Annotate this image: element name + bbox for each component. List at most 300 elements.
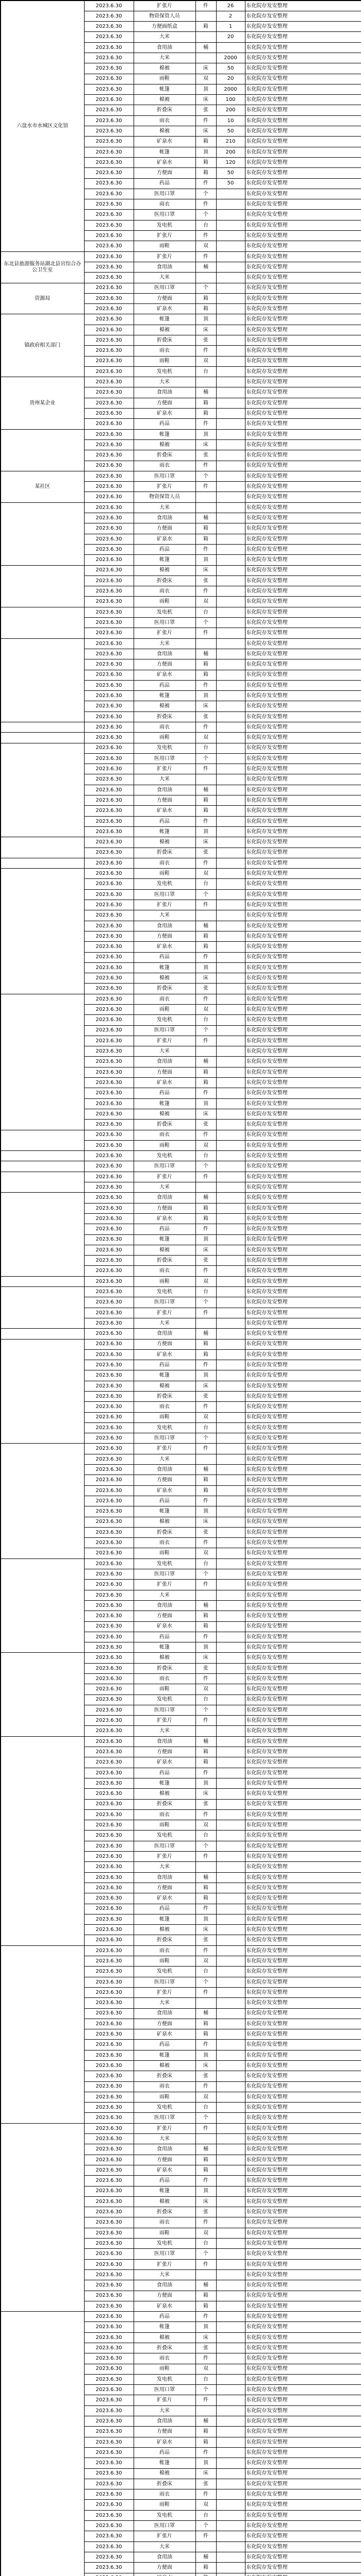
date-cell: 2023.6.30 <box>84 2301 134 2311</box>
unit-cell: 件 <box>195 2040 216 2050</box>
use-cell: 东化院存发安整理 <box>245 251 361 262</box>
qty-cell <box>216 628 245 638</box>
unit-cell: 箱 <box>195 1893 216 1904</box>
date-cell: 2023.6.30 <box>84 32 134 42</box>
date-cell: 2023.6.30 <box>84 743 134 753</box>
qty-cell <box>216 1308 245 1318</box>
date-cell: 2023.6.30 <box>84 670 134 680</box>
use-cell: 东化院存发安整理 <box>245 1653 361 1663</box>
unit-cell: 件 <box>195 628 216 638</box>
date-cell: 2023.6.30 <box>84 2353 134 2364</box>
table-row <box>1 1339 361 1349</box>
unit-cell: 台 <box>195 1694 216 1705</box>
qty-cell <box>216 1109 245 1119</box>
use-cell: 东化院存发安整理 <box>245 22 361 32</box>
qty-cell <box>216 1475 245 1485</box>
qty-cell <box>216 2447 245 2458</box>
qty-cell <box>216 1203 245 1213</box>
unit-cell: 箱 <box>195 304 216 314</box>
qty-cell <box>216 962 245 973</box>
unit-cell: 个 <box>195 2249 216 2259</box>
item-cell: 棉被 <box>134 126 195 137</box>
unit-cell: 个 <box>195 1977 216 1987</box>
unit-cell: 件 <box>195 1 216 11</box>
table-row <box>1 283 361 293</box>
date-cell: 2023.6.30 <box>84 273 134 283</box>
date-cell: 2023.6.30 <box>84 2291 134 2301</box>
date-cell: 2023.6.30 <box>84 387 134 398</box>
qty-cell <box>216 482 245 492</box>
item-cell: 折叠床 <box>134 1799 195 1809</box>
item-cell: 矿泉水 <box>134 2029 195 2040</box>
qty-cell: 2 <box>216 11 245 21</box>
qty-cell <box>216 1057 245 1067</box>
qty-cell <box>216 273 245 283</box>
donor-unit-cell <box>1 869 84 994</box>
unit-cell: 件 <box>195 2312 216 2322</box>
unit-cell: 顶 <box>195 691 216 701</box>
item-cell: 方便面 <box>134 659 195 670</box>
donor-unit-cell: 镇政府相关部门 <box>1 314 84 377</box>
unit-cell <box>195 2405 216 2416</box>
date-cell: 2023.6.30 <box>84 1914 134 1924</box>
item-cell: 食用油 <box>134 1872 195 1883</box>
use-cell: 东化院存发安整理 <box>245 178 361 189</box>
use-cell: 东化院存发安整理 <box>245 1036 361 1046</box>
qty-cell <box>216 314 245 325</box>
unit-cell: 床 <box>195 95 216 105</box>
item-cell: 发电机 <box>134 743 195 753</box>
date-cell: 2023.6.30 <box>84 2008 134 2019</box>
unit-cell: 件 <box>195 199 216 210</box>
item-cell: 医用口罩 <box>134 753 195 764</box>
use-cell: 东化院存发安整理 <box>245 262 361 272</box>
unit-cell: 张 <box>195 335 216 346</box>
unit-cell: 桶 <box>195 2552 216 2562</box>
qty-cell <box>216 1015 245 1025</box>
use-cell: 东化院存发安整理 <box>245 2405 361 2416</box>
unit-cell: 个 <box>195 2521 216 2531</box>
unit-cell: 顶 <box>195 1778 216 1788</box>
date-cell: 2023.6.30 <box>84 2541 134 2552</box>
item-cell: 棉被 <box>134 1381 195 1391</box>
table-row <box>1 2123 361 2133</box>
qty-cell <box>216 2050 245 2060</box>
date-cell: 2023.6.30 <box>84 1726 134 1736</box>
qty-cell <box>216 1757 245 1768</box>
qty-cell <box>216 1600 245 1611</box>
item-cell: 扩张片 <box>134 1987 195 1997</box>
unit-cell: 双 <box>195 597 216 607</box>
date-cell: 2023.6.30 <box>84 2437 134 2447</box>
item-cell: 折叠床 <box>134 2071 195 2081</box>
use-cell: 东化院存发安整理 <box>245 168 361 178</box>
qty-cell <box>216 2405 245 2416</box>
date-cell: 2023.6.30 <box>84 2489 134 2500</box>
donor-unit-cell <box>1 1736 84 1945</box>
date-cell: 2023.6.30 <box>84 1642 134 1653</box>
unit-cell: 个 <box>195 889 216 900</box>
unit-cell <box>195 1318 216 1328</box>
table-row <box>1 733 361 743</box>
qty-cell <box>216 1412 245 1422</box>
qty-cell <box>216 2531 245 2541</box>
date-cell: 2023.6.30 <box>84 2447 134 2458</box>
item-cell: 折叠床 <box>134 1120 195 1130</box>
date-cell: 2023.6.30 <box>84 1276 134 1286</box>
use-cell: 东化院存发安整理 <box>245 189 361 199</box>
item-cell: 扩张片 <box>134 900 195 910</box>
use-cell: 东化院存发安整理 <box>245 231 361 241</box>
use-cell: 东化院存发安整理 <box>245 691 361 701</box>
qty-cell <box>216 2186 245 2196</box>
unit-cell: 桶 <box>195 1057 216 1067</box>
use-cell: 东化院存发安整理 <box>245 1757 361 1768</box>
item-cell: 帐篷 <box>134 2186 195 2196</box>
unit-cell: 个 <box>195 2113 216 2123</box>
unit-cell: 张 <box>195 2207 216 2217</box>
qty-cell <box>216 2343 245 2353</box>
use-cell: 东化院存发安整理 <box>245 837 361 848</box>
qty-cell <box>216 502 245 513</box>
unit-cell: 顶 <box>195 2322 216 2332</box>
item-cell: 医用口罩 <box>134 889 195 900</box>
item-cell: 药品 <box>134 952 195 962</box>
qty-cell <box>216 492 245 502</box>
item-cell: 发电机 <box>134 2239 195 2249</box>
qty-cell <box>216 2144 245 2155</box>
use-cell: 东化院存发安整理 <box>245 2479 361 2489</box>
use-cell: 东化院存发安整理 <box>245 931 361 941</box>
item-cell: 帐篷 <box>134 1370 195 1381</box>
unit-cell: 箱 <box>195 534 216 544</box>
item-cell: 扩张片 <box>134 764 195 774</box>
use-cell: 东化院存发安整理 <box>245 220 361 230</box>
qty-cell <box>216 2395 245 2405</box>
item-cell: 药品 <box>134 2176 195 2186</box>
unit-cell: 双 <box>195 1548 216 1558</box>
qty-cell <box>216 1778 245 1788</box>
qty-cell <box>216 1956 245 1967</box>
unit-cell <box>195 1590 216 1600</box>
table-row <box>1 858 361 868</box>
item-cell: 药品 <box>134 816 195 826</box>
item-cell: 大米 <box>134 1318 195 1328</box>
unit-cell <box>195 1862 216 1872</box>
use-cell: 东化院存发安整理 <box>245 461 361 471</box>
date-cell: 2023.6.30 <box>84 189 134 199</box>
use-cell: 东化院存发安整理 <box>245 1308 361 1318</box>
unit-cell: 件 <box>195 482 216 492</box>
unit-cell: 件 <box>195 2447 216 2458</box>
date-cell: 2023.6.30 <box>84 492 134 502</box>
qty-cell <box>216 764 245 774</box>
date-cell: 2023.6.30 <box>84 2165 134 2175</box>
date-cell: 2023.6.30 <box>84 1967 134 1977</box>
unit-cell: 个 <box>195 210 216 220</box>
use-cell: 东化院存发安整理 <box>245 2385 361 2395</box>
qty-cell: 50 <box>216 63 245 74</box>
item-cell: 方便面 <box>134 795 195 806</box>
item-cell: 药品 <box>134 1632 195 1642</box>
item-cell: 扩张片 <box>134 1172 195 1182</box>
use-cell: 东化院存发安整理 <box>245 826 361 837</box>
qty-cell <box>216 1287 245 1297</box>
date-cell: 2023.6.30 <box>84 910 134 921</box>
date-cell: 2023.6.30 <box>84 1475 134 1485</box>
item-cell: 折叠床 <box>134 575 195 586</box>
unit-cell: 箱 <box>195 2029 216 2040</box>
use-cell: 东化院存发安整理 <box>245 1078 361 1088</box>
qty-cell <box>216 795 245 806</box>
date-cell: 2023.6.30 <box>84 2134 134 2144</box>
item-cell: 雨鞋 <box>134 356 195 366</box>
use-cell: 东化院存发安整理 <box>245 1234 361 1245</box>
use-cell: 东化院存发安整理 <box>245 743 361 753</box>
item-cell: 医用口罩 <box>134 283 195 293</box>
unit-cell: 箱 <box>195 1213 216 1224</box>
donor-unit-cell <box>1 1287 84 1329</box>
qty-cell <box>216 1433 245 1444</box>
date-cell: 2023.6.30 <box>84 439 134 450</box>
unit-cell: 双 <box>195 1820 216 1831</box>
unit-cell: 件 <box>195 1945 216 1956</box>
use-cell: 东化院存发安整理 <box>245 879 361 889</box>
use-cell: 东化院存发安整理 <box>245 1349 361 1360</box>
use-cell: 东化院存发安整理 <box>245 1935 361 1945</box>
qty-cell <box>216 1256 245 1266</box>
unit-cell: 件 <box>195 900 216 910</box>
qty-cell <box>216 1987 245 1997</box>
item-cell: 食用油 <box>134 42 195 53</box>
use-cell: 东化院存发安整理 <box>245 2071 361 2081</box>
use-cell: 东化院存发安整理 <box>245 659 361 670</box>
item-cell: 医用口罩 <box>134 1977 195 1987</box>
unit-cell: 张 <box>195 105 216 115</box>
item-cell: 帐篷 <box>134 1914 195 1924</box>
date-cell: 2023.6.30 <box>84 1297 134 1308</box>
date-cell: 2023.6.30 <box>84 2186 134 2196</box>
qty-cell <box>216 1914 245 1924</box>
unit-cell: 件 <box>195 1402 216 1412</box>
unit-cell: 箱 <box>195 1203 216 1213</box>
item-cell: 方便面 <box>134 523 195 534</box>
qty-cell <box>216 220 245 230</box>
qty-cell <box>216 1422 245 1433</box>
use-cell: 东化院存发安整理 <box>245 2103 361 2113</box>
unit-cell: 台 <box>195 1151 216 1161</box>
date-cell: 2023.6.30 <box>84 1088 134 1098</box>
unit-cell: 顶 <box>195 1914 216 1924</box>
date-cell: 2023.6.30 <box>84 2531 134 2541</box>
use-cell: 东化院存发安整理 <box>245 2113 361 2123</box>
qty-cell <box>216 2060 245 2071</box>
use-cell: 东化院存发安整理 <box>245 984 361 994</box>
date-cell: 2023.6.30 <box>84 816 134 826</box>
unit-cell: 箱 <box>195 157 216 167</box>
qty-cell <box>216 900 245 910</box>
qty-cell <box>216 722 245 732</box>
unit-cell: 件 <box>195 1130 216 1140</box>
use-cell: 东化院存发安整理 <box>245 1276 361 1286</box>
date-cell: 2023.6.30 <box>84 2500 134 2510</box>
use-cell: 东化院存发安整理 <box>245 2301 361 2311</box>
use-cell: 东化院存发安整理 <box>245 722 361 732</box>
date-cell: 2023.6.30 <box>84 1831 134 1841</box>
item-cell: 物资保管人员 <box>134 11 195 21</box>
use-cell: 东化院存发安整理 <box>245 2123 361 2133</box>
item-cell: 医用口罩 <box>134 210 195 220</box>
unit-cell: 桶 <box>195 1872 216 1883</box>
item-cell: 药品 <box>134 1088 195 1098</box>
unit-cell: 件 <box>195 2081 216 2092</box>
use-cell: 东化院存发安整理 <box>245 105 361 115</box>
unit-cell: 个 <box>195 1297 216 1308</box>
use-cell: 东化院存发安整理 <box>245 1213 361 1224</box>
item-cell: 矿泉水 <box>134 2437 195 2447</box>
use-cell: 东化院存发安整理 <box>245 1057 361 1067</box>
unit-cell <box>195 774 216 785</box>
item-cell: 雨鞋 <box>134 1684 195 1694</box>
unit-cell: 顶 <box>195 555 216 565</box>
use-cell: 东化院存发安整理 <box>245 523 361 534</box>
unit-cell: 箱 <box>195 1475 216 1485</box>
qty-cell <box>216 1852 245 1862</box>
date-cell: 2023.6.30 <box>84 2040 134 2050</box>
qty-cell <box>216 565 245 575</box>
date-cell: 2023.6.30 <box>84 973 134 984</box>
unit-cell: 桶 <box>195 1193 216 1203</box>
date-cell: 2023.6.30 <box>84 1151 134 1161</box>
date-cell: 2023.6.30 <box>84 1506 134 1517</box>
use-cell: 东化院存发安整理 <box>245 1506 361 1517</box>
unit-cell: 床 <box>195 325 216 335</box>
use-cell: 东化院存发安整理 <box>245 241 361 251</box>
use-cell: 东化院存发安整理 <box>245 1046 361 1057</box>
qty-cell <box>216 2353 245 2364</box>
qty-cell <box>216 711 245 722</box>
qty-cell <box>216 2239 245 2249</box>
unit-cell: 桶 <box>195 1465 216 1475</box>
date-cell: 2023.6.30 <box>84 1548 134 1558</box>
item-cell: 药品 <box>134 1768 195 1778</box>
use-cell: 东化院存发安整理 <box>245 858 361 868</box>
unit-cell: 床 <box>195 126 216 137</box>
item-cell: 雨衣 <box>134 1266 195 1276</box>
unit-cell: 双 <box>195 2228 216 2238</box>
unit-cell: 张 <box>195 2071 216 2081</box>
date-cell: 2023.6.30 <box>84 429 134 439</box>
qty-cell <box>216 1517 245 1527</box>
use-cell: 东化院存发安整理 <box>245 869 361 879</box>
date-cell: 2023.6.30 <box>84 366 134 377</box>
qty-cell <box>216 2217 245 2228</box>
qty-cell: 10 <box>216 115 245 126</box>
unit-cell: 件 <box>195 764 216 774</box>
use-cell: 东化院存发安整理 <box>245 1465 361 1475</box>
use-cell: 东化院存发安整理 <box>245 398 361 408</box>
qty-cell <box>216 523 245 534</box>
unit-cell: 箱 <box>195 806 216 816</box>
qty-cell: 50 <box>216 178 245 189</box>
use-cell: 东化院存发安整理 <box>245 638 361 649</box>
date-cell: 2023.6.30 <box>84 921 134 931</box>
date-cell: 2023.6.30 <box>84 1078 134 1088</box>
date-cell: 2023.6.30 <box>84 2103 134 2113</box>
unit-cell: 箱 <box>195 2165 216 2175</box>
item-cell: 矿泉水 <box>134 1893 195 1904</box>
qty-cell <box>216 2301 245 2311</box>
table-row <box>1 251 361 262</box>
unit-cell <box>195 2573 216 2576</box>
unit-cell: 箱 <box>195 1621 216 1632</box>
date-cell: 2023.6.30 <box>84 1391 134 1401</box>
item-cell: 发电机 <box>134 879 195 889</box>
use-cell: 东化院存发安整理 <box>245 2291 361 2301</box>
unit-cell: 个 <box>195 1025 216 1036</box>
unit-cell: 件 <box>195 1308 216 1318</box>
qty-cell <box>216 377 245 387</box>
date-cell: 2023.6.30 <box>84 1412 134 1422</box>
item-cell: 帐篷 <box>134 962 195 973</box>
date-cell: 2023.6.30 <box>84 565 134 575</box>
date-cell: 2023.6.30 <box>84 555 134 565</box>
item-cell: 雨衣 <box>134 2489 195 2500</box>
item-cell: 大米 <box>134 502 195 513</box>
unit-cell: 件 <box>195 2531 216 2541</box>
unit-cell: 个 <box>195 1841 216 1851</box>
item-cell: 发电机 <box>134 2510 195 2520</box>
use-cell: 东化院存发安整理 <box>245 1433 361 1444</box>
item-cell: 物资保管人员 <box>134 492 195 502</box>
qty-cell <box>216 869 245 879</box>
use-cell: 东化院存发安整理 <box>245 335 361 346</box>
unit-cell: 件 <box>195 2395 216 2405</box>
use-cell: 东化院存发安整理 <box>245 628 361 638</box>
item-cell: 药品 <box>134 178 195 189</box>
date-cell: 2023.6.30 <box>84 1716 134 1726</box>
unit-cell: 件 <box>195 1716 216 1726</box>
date-cell: 2023.6.30 <box>84 618 134 628</box>
use-cell: 东化院存发安整理 <box>245 1496 361 1506</box>
donor-unit-cell <box>1 743 84 837</box>
qty-cell <box>216 283 245 293</box>
use-cell: 东化院存发安整理 <box>245 304 361 314</box>
qty-cell <box>216 1381 245 1391</box>
item-cell: 方便面 <box>134 1883 195 1893</box>
item-cell: 医用口罩 <box>134 1025 195 1036</box>
date-cell: 2023.6.30 <box>84 1234 134 1245</box>
date-cell: 2023.6.30 <box>84 1109 134 1119</box>
use-cell: 东化院存发安整理 <box>245 1120 361 1130</box>
unit-cell <box>195 32 216 42</box>
date-cell: 2023.6.30 <box>84 733 134 743</box>
qty-cell <box>216 2312 245 2322</box>
qty-cell <box>216 1538 245 1548</box>
qty-cell: 50 <box>216 126 245 137</box>
item-cell: 雨鞋 <box>134 1140 195 1150</box>
date-cell: 2023.6.30 <box>84 461 134 471</box>
qty-cell <box>216 2500 245 2510</box>
unit-cell: 双 <box>195 733 216 743</box>
unit-cell: 桶 <box>195 262 216 272</box>
use-cell: 东化院存发安整理 <box>245 753 361 764</box>
unit-cell: 桶 <box>195 2280 216 2291</box>
unit-cell: 件 <box>195 1088 216 1098</box>
item-cell: 方便面 <box>134 931 195 941</box>
use-cell: 东化院存发安整理 <box>245 1381 361 1391</box>
date-cell: 2023.6.30 <box>84 2468 134 2479</box>
